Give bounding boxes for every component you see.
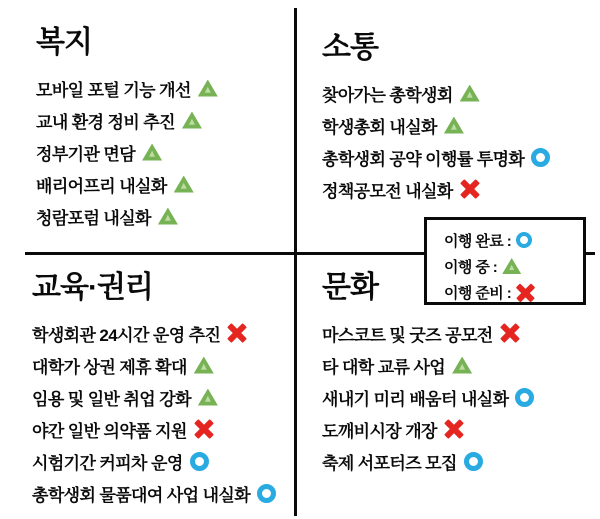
x-icon [500, 323, 520, 343]
x-icon [444, 419, 464, 439]
pledge-text: 시험기간 커피차 운영 [32, 453, 183, 473]
pledge-item [322, 413, 534, 445]
pledge-item [322, 349, 534, 381]
pledge-item [32, 381, 276, 413]
triangle-icon [194, 357, 214, 374]
status-legend [424, 217, 586, 305]
pledge-item [322, 77, 550, 109]
legend-label: 이행 준비 : [444, 284, 512, 302]
pledge-item [36, 104, 218, 136]
pledge-text: 새내기 미리 배움터 내실화 [322, 389, 509, 409]
legend-row [444, 227, 583, 253]
pledge-item [32, 445, 276, 477]
circle-icon [531, 148, 550, 167]
circle-icon [190, 452, 209, 471]
pledge-item [322, 173, 550, 205]
triangle-icon [198, 389, 218, 406]
quadrant-title-culture: 문화 [322, 271, 378, 304]
circle-icon [515, 388, 534, 407]
pledge-text: 찾아가는 총학생회 [322, 85, 453, 105]
quadrant-title-education-rights: 교육·권리 [32, 271, 153, 304]
pledge-item [32, 317, 276, 349]
quadrant-education-rights [32, 271, 276, 509]
pledge-text: 타 대학 교류 사업 [322, 357, 446, 377]
pledge-text: 학생총회 내실화 [322, 117, 437, 137]
triangle-icon [460, 85, 480, 102]
pledge-item [322, 141, 550, 173]
pledge-text: 정부기관 면담 [36, 144, 136, 164]
triangle-icon [198, 80, 218, 97]
quadrant-welfare [36, 26, 218, 232]
triangle-icon [452, 357, 472, 374]
pledge-text: 도깨비시장 개장 [322, 421, 437, 441]
pledge-item [36, 168, 218, 200]
x-icon [227, 323, 247, 343]
triangle-icon [158, 208, 178, 225]
x-icon [194, 419, 214, 439]
pledge-text: 모바일 포털 기능 개선 [36, 80, 191, 100]
triangle-icon [142, 144, 162, 161]
legend-label: 이행 중 : [444, 258, 498, 276]
circle-icon [464, 452, 483, 471]
triangle-icon [182, 112, 202, 129]
pledge-text: 마스코트 및 굿즈 공모전 [322, 325, 493, 345]
pledge-text: 청람포럼 내실화 [36, 208, 151, 228]
pledge-item [32, 349, 276, 381]
pledge-text: 총학생회 물품대여 사업 내실화 [32, 485, 251, 505]
legend-row [444, 253, 583, 279]
pledge-item [36, 72, 218, 104]
pledge-item [36, 136, 218, 168]
legend-label: 이행 완료 : [444, 232, 512, 250]
circle-icon [516, 232, 532, 248]
triangle-icon [502, 258, 521, 274]
pledge-text: 총학생회 공약 이행률 투명화 [322, 149, 525, 169]
pledge-item [322, 317, 534, 349]
pledge-item [36, 200, 218, 232]
vertical-divider-line [294, 8, 297, 516]
pledge-text: 축제 서포터즈 모집 [322, 453, 457, 473]
pledge-item [32, 413, 276, 445]
x-icon [460, 179, 480, 199]
triangle-icon [174, 176, 194, 193]
pledge-item [32, 477, 276, 509]
quadrant-communication [322, 31, 550, 205]
pledge-item [322, 381, 534, 413]
pledge-text: 임용 및 일반 취업 강화 [32, 389, 191, 409]
pledge-text: 야간 일반 의약품 지원 [32, 421, 187, 441]
quadrant-title-welfare: 복지 [36, 26, 92, 59]
legend-row [444, 279, 583, 305]
circle-icon [257, 484, 276, 503]
pledge-text: 교내 환경 정비 추진 [36, 112, 175, 132]
pledge-item [322, 445, 534, 477]
pledge-text: 대학가 상권 제휴 확대 [32, 357, 187, 377]
pledge-text: 학생회관 24시간 운영 추진 [32, 325, 221, 345]
pledge-item [322, 109, 550, 141]
quadrant-title-communication: 소통 [322, 31, 378, 64]
pledge-text: 정책공모전 내실화 [322, 181, 453, 201]
x-icon [516, 283, 535, 302]
pledge-text: 배리어프리 내실화 [36, 176, 167, 196]
triangle-icon [444, 117, 464, 134]
